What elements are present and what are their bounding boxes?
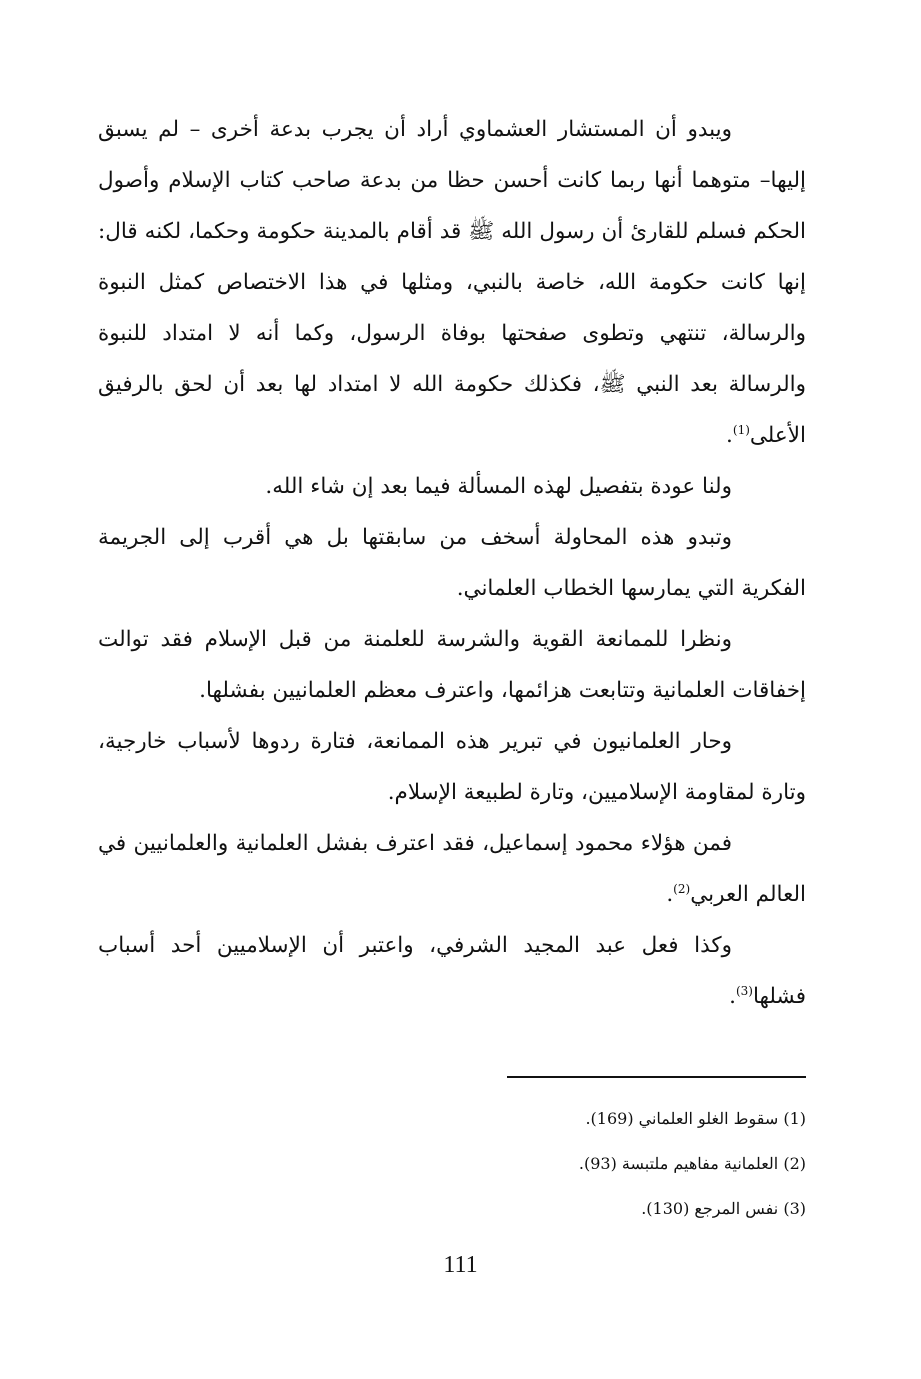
footnote-ref-1: (1) — [732, 422, 750, 437]
footnotes — [386, 1096, 806, 1231]
paragraph-5-text: وحار العلمانيون في تبرير هذه الممانعة، فتارة ردوها لأسباب خارجية، وتارة لمقاومة الإسلاميين، وتارة لطبيعة الإسلام. — [98, 729, 806, 805]
page-number: 111 — [443, 1252, 478, 1278]
footnote-2: (2) العلمانية مفاهيم ملتبسة (93). — [578, 1154, 806, 1173]
paragraph-1-text: ويبدو أن المستشار العشماوي أراد أن يجرب بدعة أخرى – لم يسبق إليها– متوهما أنها ربما كانت أحسن حظا من بدعة صاحب كتاب الإسلام وأصول الحكم فسلم للقارئ أن رسول الله ﷺ قد أقام بالمدينة حكومة وحكما، لكنه قال: إنها كانت حكومة الله، خاصة بالنبي، ومثلها في هذا الاختصاص كمثل النبوة والرسالة، تنتهي وتطوى صفحتها بوفاة الرسول، وكما أنه لا امتداد للنبوة والرسالة بعد النبي ﷺ، فكذلك حكومة الله لا امتداد لها بعد أن لحق بالرفيق الأعلى — [98, 117, 806, 448]
paragraph-2 — [98, 461, 806, 512]
paragraph-7: وكذا فعل عبد المجيد الشرفي، واعتبر أن الإسلاميين أحد أسباب فشلها$^{(3)}$. — [98, 933, 806, 1009]
paragraph-4-text: ونظرا للممانعة القوية والشرسة للعلمنة من قبل الإسلام فقد توالت إخفاقات العلمانية وتتابعت هزائمها، واعترف معظم العلمانيين بفشلها. — [98, 627, 806, 703]
footnote-3: (3) نفس المرجع (130). — [641, 1199, 806, 1218]
paragraph-7-text: وكذا فعل عبد المجيد الشرفي، واعتبر أن الإسلاميين أحد أسباب فشلها — [98, 933, 806, 1009]
paragraph-4 — [98, 614, 806, 716]
main-text — [98, 104, 806, 1022]
footnote-divider — [507, 1076, 806, 1078]
paragraph-1: ويبدو أن المستشار العشماوي أراد أن يجرب بدعة أخرى – لم يسبق إليها– متوهما أنها ربما كانت أحسن حظا من بدعة صاحب كتاب الإسلام وأصول الحكم فسلم للقارئ أن رسول الله ﷺ قد أقام بالمدينة حكومة وحكما، لكنه قال: إنها كانت حكومة الله، خاصة بالنبي، ومثلها في هذا الاختصاص كمثل النبوة والرسالة، تنتهي وتطوى صفحتها بوفاة الرسول، وكما أنه لا امتداد للنبوة والرسالة بعد النبي ﷺ، فكذلك حكومة الله لا امتداد لها بعد أن لحق بالرفيق الأعلى$^{(1)}$. — [98, 117, 806, 448]
paragraph-6: فمن هؤلاء محمود إسماعيل، فقد اعترف بفشل العلمانية والعلمانيين في العالم العربي$^{(2)}$. — [98, 831, 806, 907]
paragraph-6-text: فمن هؤلاء محمود إسماعيل، فقد اعترف بفشل العلمانية والعلمانيين في العالم العربي — [98, 831, 806, 907]
paragraph-2-text: ولنا عودة بتفصيل لهذه المسألة فيما بعد إن شاء الله. — [265, 474, 732, 499]
footnote-1: (1) سقوط الغلو العلماني (169). — [585, 1109, 806, 1128]
paragraph-3-text: وتبدو هذه المحاولة أسخف من سابقتها بل هي أقرب إلى الجريمة الفكرية التي يمارسها الخطاب العلماني. — [98, 525, 806, 601]
paragraph-3 — [98, 512, 806, 614]
footnote-ref-3: (3) — [735, 983, 753, 998]
footnote-ref-2: (2) — [673, 881, 691, 896]
paragraph-5 — [98, 716, 806, 818]
